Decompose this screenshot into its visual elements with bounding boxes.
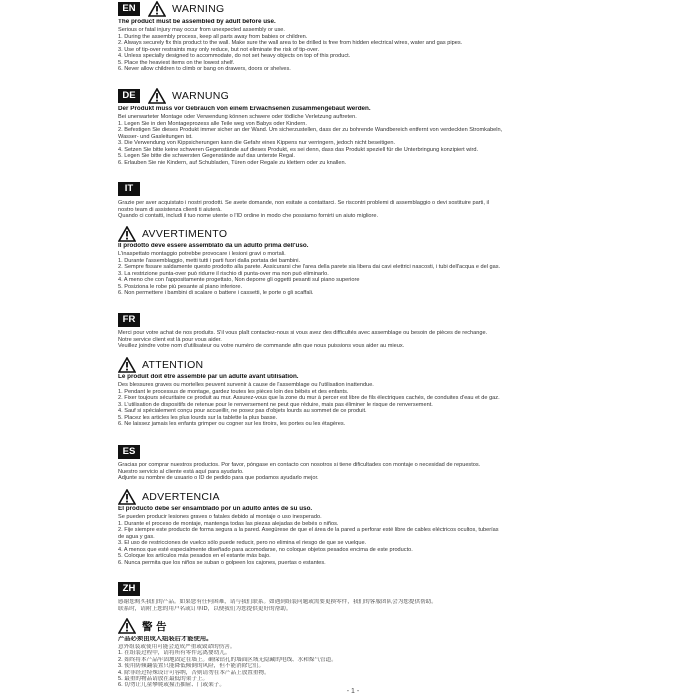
text-line: 5. Placez les articles les plus lourds sur la tablette la plus basse. <box>118 414 278 421</box>
manual-page <box>118 0 588 700</box>
text-line: Veuillez joindre votre nom d'utilisateur ou votre numéro de commande afin que nous puissions vous aider au mieux. <box>118 343 405 349</box>
warning-triangle-icon <box>148 1 166 17</box>
text-line: Grazie per aver acquistato i nostri prodotti. Se avete domande, non esitate a contattarci. Se riscontri problemi di assemblaggio o devi sostituire parti, il <box>118 200 489 206</box>
text-line: 3. Use of tip-over restraints may only reduce, but not eliminate the risk of tip-over. <box>118 46 320 53</box>
text-line: 6. Never allow children to climb or bang on drawers, doors or shelves. <box>118 66 291 72</box>
text-line: 2. Sempre fissare saldamente questo prodotto alla parete. Assicurarsi che l'area della parete sia libera dai cavi elettrici nascosti, i tubi dell'acqua e del gas. <box>118 264 501 270</box>
text-line: Merci pour votre achat de nos produits. S'il vous plaît contactez-nous si vous avez des difficultés avec assemblage ou besoin de pièces de rechange. <box>118 330 488 336</box>
heading-de: Der Produkt muss vor Gebrauch von einem Erwachsenen zusammengebaut werden. <box>118 106 371 112</box>
warning-title-fr: ATTENTION <box>142 359 204 371</box>
text-line: 5. Place the heaviest items on the lowest shelf. <box>118 59 235 66</box>
text-line: 4. 除非经过特殊设计可容纳，否则请勿在本产品上放置重物。 <box>118 669 270 676</box>
warning-triangle-icon <box>148 88 166 104</box>
text-line: 4. Sauf si spécialement conçu pour accueillir, ne posez pas d'objets lourds au sommet de ce produit. <box>118 408 367 414</box>
text-line: 5. Coloque los artículos más pesados en el estante más bajo. <box>118 553 271 559</box>
text-line: 3. El uso de restricciones de vuelco sólo puede reducir, pero no elimina el riesgo de que se vuelque. <box>118 540 367 546</box>
heading-zh: 产品必须由成人组装后才能使用。 <box>118 636 213 642</box>
warning-triangle-icon <box>118 226 136 242</box>
text-line: Se pueden producir lesiones graves o fatales debido al montaje o uso inesperado. <box>118 514 322 520</box>
warning-header-zh <box>118 618 167 634</box>
text-line: Adjunte su nombre de usuario o ID de pedido para que podamos ayudarlo mejor. <box>118 475 319 481</box>
text-line: 1. Legen Sie in den Montageprozess alle Teile weg von Babys oder Kindern. <box>118 120 307 127</box>
warning-title-zh: 警 告 <box>142 620 167 633</box>
text-line: 5. Legen Sie bitte die schwersten Gegenstände auf das unterste Regal. <box>118 153 295 159</box>
warning-triangle-icon <box>118 489 136 505</box>
text-line: 1. During the assembly process, keep all parts away from babies or children. <box>118 33 308 40</box>
text-line: 6. Nunca permita que los niños se suban o golpeen los cajones, puertas o estantes. <box>118 559 326 566</box>
text-line: 3. La restrizione punta-over può ridurre il rischio di punta-over ma non può eliminarlo. <box>118 270 329 277</box>
text-line: 3. 使用防倾翻装置只能降低倾倒的风险，但不能消除它们。 <box>118 663 265 669</box>
text-line: L'inaspettato montaggio potrebbe provocare i lesioni gravi o mortali. <box>118 251 286 257</box>
warning-title-it: AVVERTIMENTO <box>142 228 228 240</box>
warning-header-es <box>118 489 220 505</box>
text-line: 4. A meno che con l'appositamente progettato, Non deporre gli oggetti pesanti sul piano superiore <box>118 277 360 283</box>
warning-header-fr <box>118 357 203 373</box>
text-line: 感谢您购买我们的产品。如果您有任何困难，请与我们联系。如遇到组装问题或需要更换零件，我们的客服团队会为您提供帮助。 <box>118 599 437 605</box>
text-line: Serious or fatal injury may occur from unexpected assembly or use. <box>118 27 285 33</box>
warning-header-it <box>118 226 227 242</box>
text-line: Des blessures graves ou mortelles peuvent survenir à cause de l'assemblage ou l'utilisation inattendue. <box>118 382 374 388</box>
lang-badge-zh: ZH <box>118 582 140 596</box>
text-line: 6. Erlauben Sie nie Kindern, auf Schubladen, Türen oder Regale zu klettern oder zu knallen. <box>118 159 347 166</box>
warning-triangle-icon <box>118 618 136 634</box>
text-line: 意外组装或使用可能会造成严重或致命的伤害。 <box>118 643 236 650</box>
lang-badge-it: IT <box>118 182 140 196</box>
warning-header-de <box>148 88 229 104</box>
text-line: 4. Unless specially designed to accommodate, do not set heavy objects on top of this product. <box>118 53 351 59</box>
text-line: Notre service client est là pour vous aider. <box>118 336 222 343</box>
warning-title-es: ADVERTENCIA <box>142 491 220 503</box>
text-line: 4. Setzen Sie bitte keine schweren Gegenstände auf dieses Produkt, es sei denn, dass das Produkt speziell für die Unterbringung konzipiert wird. <box>118 146 479 153</box>
text-line: 4. A menos que esté especialmente diseñado para acomodarse, no coloque objetos pesados encima de este producto. <box>118 546 413 553</box>
text-line: de agua y gas. <box>118 533 155 540</box>
warning-title-en: WARNING <box>172 3 225 15</box>
warning-header-en <box>148 1 224 17</box>
heading-fr: Le produit doit être assemblé par un adulte avant utilisation. <box>118 374 299 380</box>
lang-badge-es: ES <box>118 445 140 459</box>
text-line: 6. Non permettere i bambini di scalare o battere i cassetti, le porte o gli scaffali. <box>118 290 314 296</box>
warning-triangle-icon <box>118 357 136 373</box>
heading-es: El producto debe ser ensamblado por un adulto antes de su uso. <box>118 506 313 512</box>
text-line: 1. Durante el proceso de montaje, mantenga todas las piezas alejadas de bebés o niños. <box>118 520 339 527</box>
text-line: Quando ci contatti, includi il tuo nome utente o l'ID ordine in modo che possiamo fornirti un aiuto migliore. <box>118 213 379 219</box>
text-line: 2. 始终将本产品牢固地固定在墙上。确保钻孔的墙面区域无隐藏的电线、水和煤气管道。 <box>118 656 337 663</box>
text-line: 1. Durante l'assemblaggio, metti tutti i parti fuori dalla portata dei bambini. <box>118 257 301 264</box>
text-line: nostro team di assistenza clienti ti aiuterà. <box>118 206 222 213</box>
text-line: Wasser- und Gasleitungen ist. <box>118 133 193 140</box>
text-line: Gracias por comprar nuestros productos. Por favor, póngase en contacto con nosotros si tiene dificultades con montaje o necesidad de repuestos. <box>118 462 481 468</box>
text-line: 6. 切勿让儿童攀爬或撞击抽屉、门或架子。 <box>118 682 225 688</box>
text-line: 5. Posiziona le robe più pesante al piano inferiore. <box>118 283 243 290</box>
text-line: 5. 最重的物品请放在最低的架子上。 <box>118 676 209 682</box>
heading-en: The product must be assembled by adult before use. <box>118 19 276 25</box>
lang-badge-fr: FR <box>118 313 140 327</box>
page-number: - 1 - <box>346 688 360 695</box>
text-line: 3. L'utilisation de dispositifs de retenue pour le renversement ne peut que réduire, mais pas éliminer le risque de renversement. <box>118 401 433 408</box>
text-line: 2. Befestigen Sie dieses Produkt immer sicher an der Wand. Um sicherzustellen, dass der zu bohrende Wandbereich entfernt von verdeckten Stromkabeln, <box>118 127 503 133</box>
text-line: 2. Always securely fix this product to the wall. Make sure the wall area to be drilled is free from hidden electrical wires, water and gas pipes. <box>118 40 463 46</box>
text-line: 1. 在组装过程中，请将所有零件远离婴幼儿。 <box>118 650 231 656</box>
text-line: Nuestro servicio al cliente está aquí para ayudarlo. <box>118 468 244 475</box>
text-line: Bei unerwarteter Montage oder Verwendung können schwere oder tödliche Verletzung auftreten. <box>118 114 357 120</box>
text-line: 2. Fije siempre este producto de forma segura a la pared. Asegúrese de que el área de la pared a perforar esté libre de cables eléctricos ocultos, tuberías <box>118 527 499 533</box>
text-line: 联系时，请附上您的用户名或订单ID，以便我们为您提供更好的帮助。 <box>118 606 292 612</box>
text-line: 2. Fixer toujours sécuritaire ce produit au mur. Assurez-vous que la zone du mur à percer est libre de fils électriques cachés, de conduites d'eau et de gaz. <box>118 395 500 401</box>
lang-badge-de: DE <box>118 89 140 103</box>
text-line: 6. Ne laissez jamais les enfants grimper ou cogner sur les tiroirs, les portes ou les étagères. <box>118 421 346 427</box>
warning-title-de: WARNUNG <box>172 90 230 102</box>
text-line: 1. Pendant le processus de montage, gardez toutes les pièces loin des bébés et des enfants. <box>118 388 349 395</box>
heading-it: Il prodotto deve essere assemblato da un adulto prima dell'uso. <box>118 243 309 249</box>
text-line: 3. Die Verwendung von Kippsicherungen kann die Gefahr eines Kippens nur verringern, jedoch nicht beseitigen. <box>118 140 396 146</box>
lang-badge-en: EN <box>118 2 140 16</box>
